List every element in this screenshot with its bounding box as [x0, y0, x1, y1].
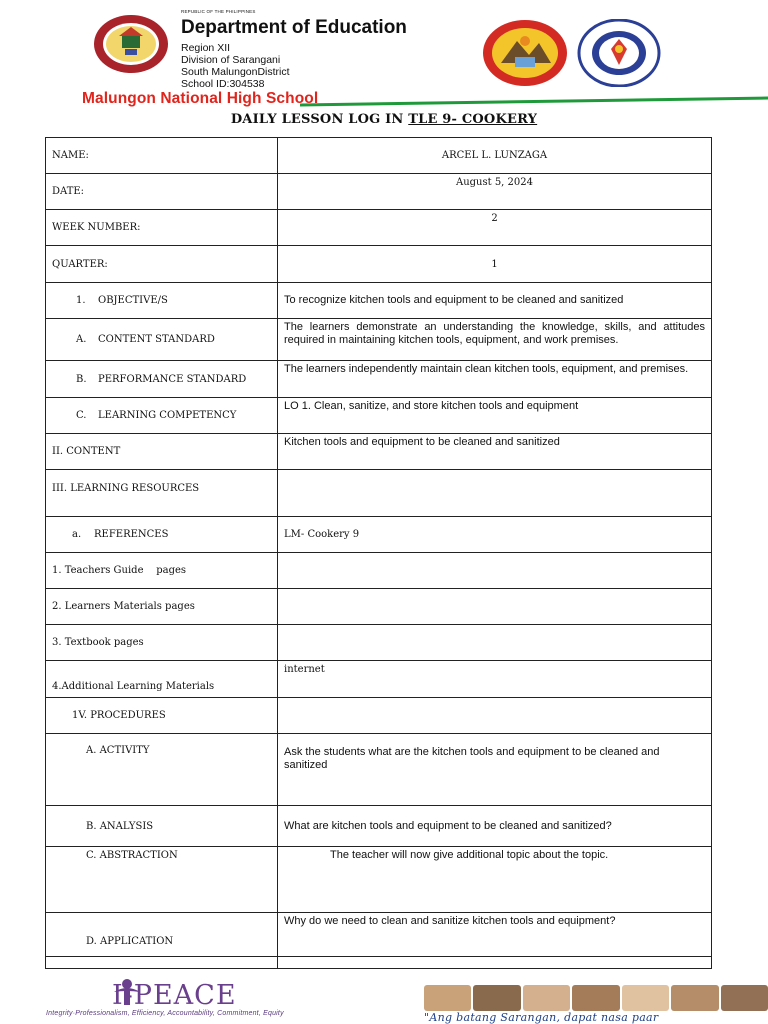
- photo-tile: [572, 985, 619, 1011]
- table-row: [46, 361, 712, 398]
- references-text: REFERENCES: [94, 529, 169, 540]
- week-value: 2: [278, 210, 712, 246]
- objective-label: [46, 283, 278, 319]
- empty-cell: [46, 957, 278, 969]
- table-row: [46, 283, 712, 319]
- table-row: [46, 434, 712, 470]
- procedures-label: 1V. PROCEDURES: [46, 698, 278, 734]
- analysis-label: B. ANALYSIS: [46, 806, 278, 847]
- table-row: [46, 398, 712, 434]
- table-row: [46, 661, 712, 698]
- table-row: [46, 957, 712, 969]
- learners-materials-label: 2. Learners Materials pages: [46, 589, 278, 625]
- quarter-value: 1: [278, 246, 712, 283]
- textbook-label: 3. Textbook pages: [46, 625, 278, 661]
- references-value: LM- Cookery 9: [278, 517, 712, 553]
- learning-resources-value: [278, 470, 712, 517]
- region-line: Region XII: [181, 42, 231, 54]
- table-row: [46, 246, 712, 283]
- name-value: ARCEL L. LUNZAGA: [278, 138, 712, 174]
- date-value: August 5, 2024: [278, 174, 712, 210]
- title-prefix: DAILY LESSON LOG IN: [230, 112, 409, 127]
- objective-text: OBJECTIVE/S: [98, 295, 168, 306]
- activity-label: A. ACTIVITY: [46, 734, 278, 806]
- name-label: NAME:: [46, 138, 278, 174]
- week-label: WEEK NUMBER:: [46, 210, 278, 246]
- analysis-value: What are kitchen tools and equipment to be cleaned and sanitized?: [278, 806, 712, 847]
- abstraction-value: The teacher will now give additional topic about the topic.: [278, 847, 712, 913]
- content-standard-num: A.: [76, 334, 87, 345]
- footer-slogan: "Ang batang Sarangan, dapat nasa paar: [424, 1011, 659, 1024]
- school-id-line: School ID:304538: [181, 78, 265, 90]
- empty-cell: [278, 957, 712, 969]
- table-row: [46, 806, 712, 847]
- teachers-guide-value: [278, 553, 712, 589]
- table-row: [46, 138, 712, 174]
- abstraction-label: C. ABSTRACTION: [46, 847, 278, 913]
- performance-standard-value: The learners independently maintain clean kitchen tools, equipment, and premises.: [278, 361, 712, 398]
- table-row: [46, 589, 712, 625]
- table-row: [46, 319, 712, 361]
- school-name: Malungon National High School: [82, 90, 319, 107]
- table-row: [46, 698, 712, 734]
- performance-standard-label: [46, 361, 278, 398]
- table-row: [46, 913, 712, 957]
- lesson-log-table: [45, 137, 712, 969]
- table-row: [46, 174, 712, 210]
- textbook-value: [278, 625, 712, 661]
- photo-tile: [622, 985, 669, 1011]
- photo-tile: [424, 985, 471, 1011]
- learning-competency-label: [46, 398, 278, 434]
- application-value: Why do we need to clean and sanitize kitchen tools and equipment?: [278, 913, 712, 957]
- additional-materials-label: 4.Additional Learning Materials: [46, 661, 278, 698]
- table-row: [46, 625, 712, 661]
- objective-value: To recognize kitchen tools and equipment to be cleaned and sanitized: [278, 283, 712, 319]
- content-standard-value: The learners demonstrate an understanding the knowledge, skills, and attitudes required in maintaining kitchen tools, equipment, and work premises.: [278, 319, 712, 361]
- content-standard-text: CONTENT STANDARD: [98, 334, 215, 345]
- republic-label: REPUBLIC OF THE PHILIPPINES: [181, 9, 256, 14]
- content-standard-label: [46, 319, 278, 361]
- learning-competency-num: C.: [76, 410, 87, 421]
- teachers-guide-label: 1. Teachers Guide pages: [46, 553, 278, 589]
- photo-strip: [424, 985, 768, 1011]
- ipeace-brand: I-PEACE: [112, 980, 237, 1011]
- table-row: [46, 210, 712, 246]
- performance-standard-text: PERFORMANCE STANDARD: [98, 373, 247, 385]
- activity-value: Ask the students what are the kitchen tools and equipment to be cleaned and sanitized: [278, 734, 712, 806]
- district-line: South MalungonDistrict: [181, 66, 290, 78]
- procedures-value: [278, 698, 712, 734]
- quarter-label: QUARTER:: [46, 246, 278, 283]
- content-label: II. CONTENT: [46, 434, 278, 470]
- photo-tile: [473, 985, 520, 1011]
- table-row: [46, 734, 712, 806]
- learning-resources-label: III. LEARNING RESOURCES: [46, 470, 278, 517]
- table-row: [46, 470, 712, 517]
- department-title: Department of Education: [181, 17, 407, 38]
- references-label: [46, 517, 278, 553]
- content-value: Kitchen tools and equipment to be cleaned and sanitized: [278, 434, 712, 470]
- table-row: [46, 553, 712, 589]
- table-row: [46, 847, 712, 913]
- references-num: a.: [72, 529, 82, 540]
- objective-num: 1.: [76, 295, 86, 306]
- table-row: [46, 517, 712, 553]
- date-label: DATE:: [46, 174, 278, 210]
- additional-materials-value: internet: [278, 661, 712, 698]
- performance-standard-num: B.: [76, 373, 87, 385]
- ipeace-tagline: Integrity·Professionalism, Efficiency, Accountability, Commitment, Equity: [46, 1010, 284, 1017]
- learners-materials-value: [278, 589, 712, 625]
- learning-competency-text: LEARNING COMPETENCY: [98, 410, 237, 421]
- lesson-log-title: [0, 112, 768, 127]
- title-subject: TLE 9- COOKERY: [408, 112, 538, 127]
- photo-tile: [721, 985, 768, 1011]
- learning-competency-value: LO 1. Clean, sanitize, and store kitchen tools and equipment: [278, 398, 712, 434]
- division-line: Division of Sarangani: [181, 54, 281, 66]
- photo-tile: [523, 985, 570, 1011]
- application-label: D. APPLICATION: [46, 913, 278, 957]
- photo-tile: [671, 985, 718, 1011]
